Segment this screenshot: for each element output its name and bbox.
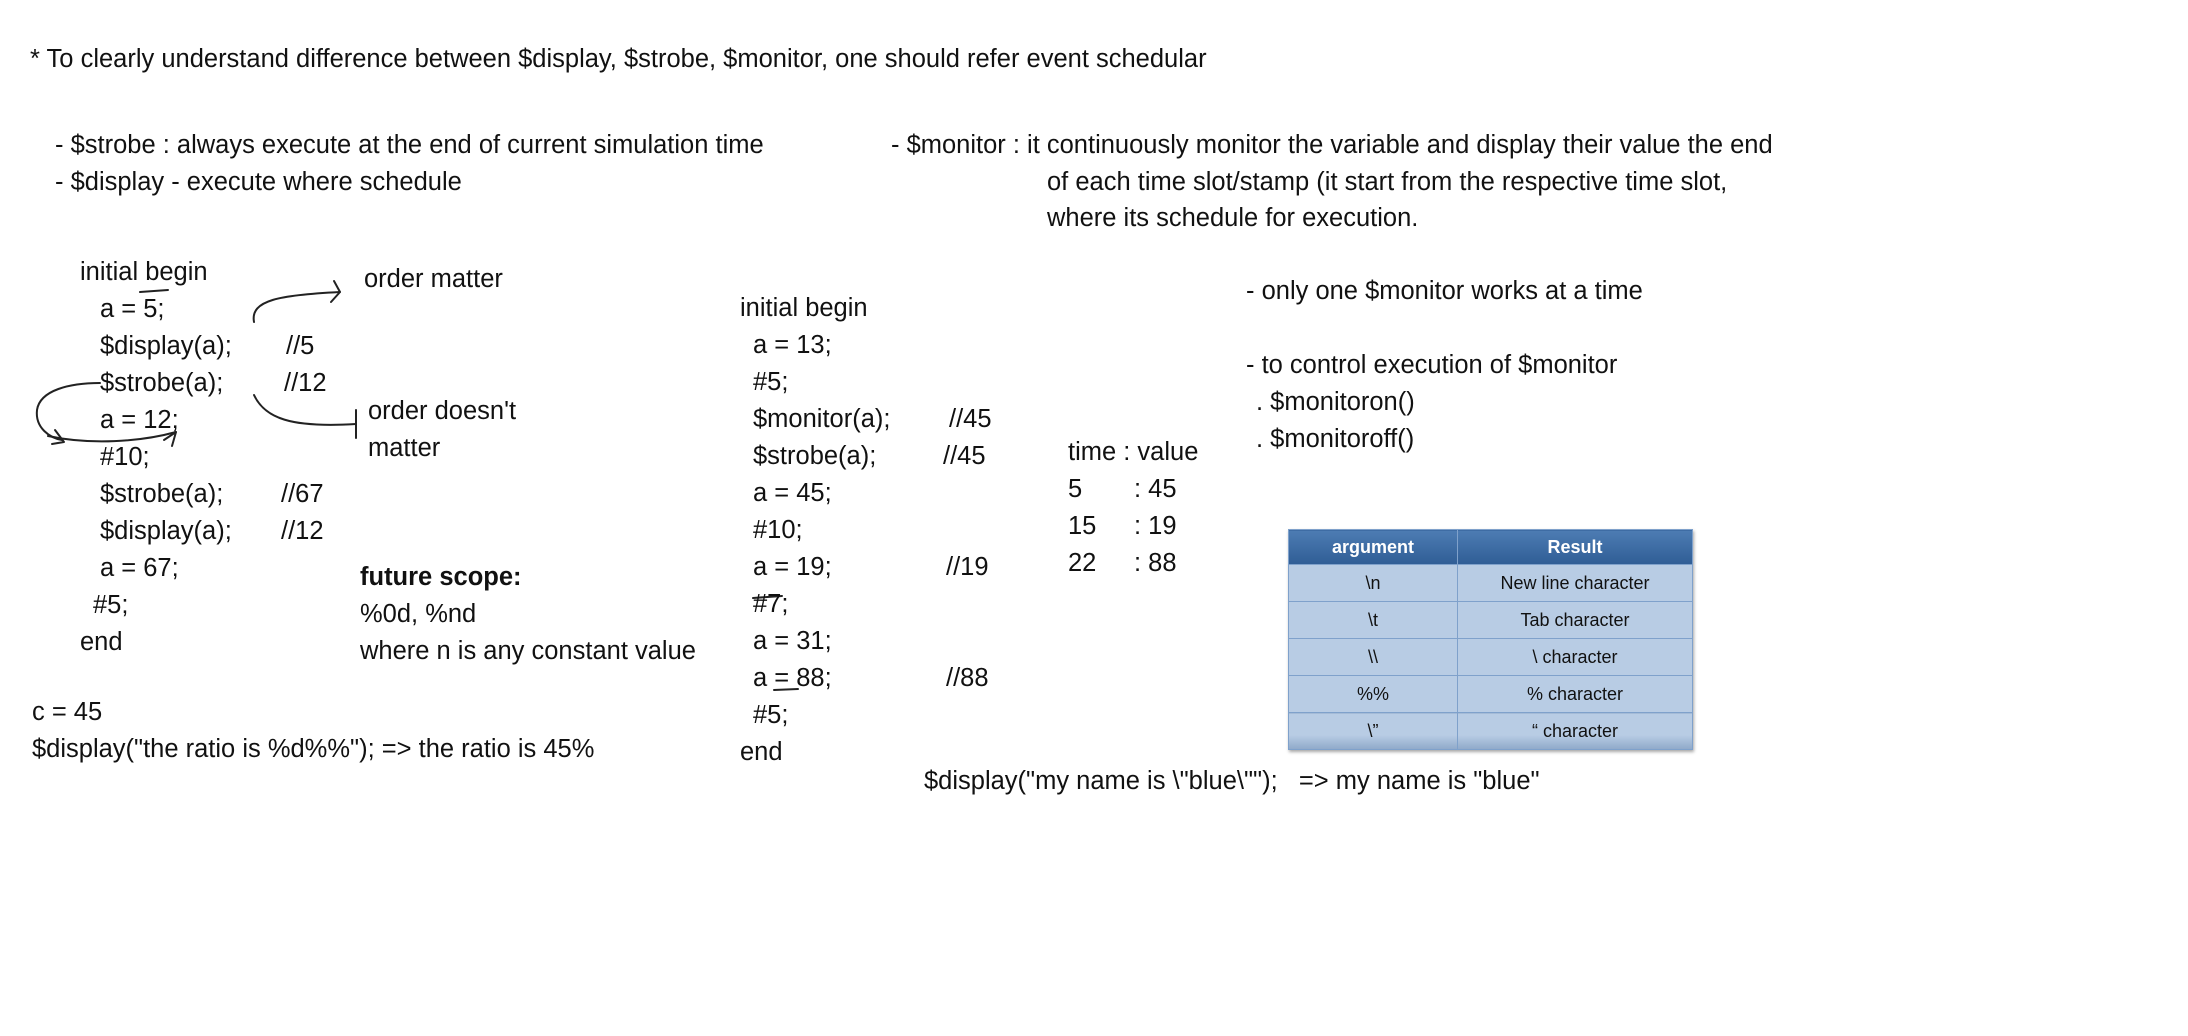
- table-cell-result: \ character: [1458, 639, 1693, 676]
- code-comment: //45: [943, 442, 986, 470]
- code-line: end: [740, 738, 783, 766]
- code-line: a = 13;: [753, 331, 832, 359]
- code-comment: //45: [949, 405, 992, 433]
- code-line: $strobe(a);: [100, 369, 224, 397]
- time-value-value: : 19: [1134, 512, 1177, 540]
- code-line: end: [80, 628, 123, 656]
- table-header-row: [1289, 530, 1693, 565]
- code-line: #10;: [753, 516, 803, 544]
- time-value-value: : 88: [1134, 549, 1177, 577]
- order-matter-note: order matter: [364, 265, 503, 293]
- swap-loop-arrow: [37, 383, 100, 440]
- code-line: $strobe(a);: [753, 442, 877, 470]
- monitoroff-note: . $monitoroff(): [1256, 425, 1415, 453]
- table-row: [1289, 565, 1693, 602]
- code-line: initial begin: [740, 294, 868, 322]
- monitor-note-line-2: of each time slot/stamp (it start from the respective time slot,: [1047, 168, 1728, 196]
- display-note: - $display - execute where schedule: [55, 168, 462, 196]
- code-line: a = 45;: [753, 479, 832, 507]
- time-value-header: time : value: [1068, 438, 1199, 466]
- order-doesnt-arrow: [254, 395, 356, 425]
- code-line: $monitor(a);: [753, 405, 891, 433]
- code-line: a = 12;: [100, 406, 179, 434]
- code-line: initial begin: [80, 258, 208, 286]
- table-cell-argument: %%: [1289, 676, 1458, 713]
- table-cell-result: New line character: [1458, 565, 1693, 602]
- name-escape-example: $display("my name is \"blue\""); => my name is "blue": [924, 767, 1540, 795]
- time-value-time: 22: [1068, 549, 1097, 577]
- code-line: #10;: [100, 443, 150, 471]
- code-line: a = 31;: [753, 627, 832, 655]
- code-comment: //12: [281, 517, 324, 545]
- ratio-assign: c = 45: [32, 698, 103, 726]
- code-comment: //19: [946, 553, 989, 581]
- time-value-time: 15: [1068, 512, 1097, 540]
- swap-underline: [48, 432, 176, 441]
- monitor-note-line-1: - $monitor : it continuously monitor the variable and display their value the end: [891, 131, 1773, 159]
- order-matter-arrow: [254, 292, 340, 322]
- overline-mark: [140, 290, 168, 292]
- code-line: #5;: [753, 368, 789, 396]
- code-line: #5;: [93, 591, 129, 619]
- time-value-value: : 45: [1134, 475, 1177, 503]
- table-cell-argument: \”: [1289, 713, 1458, 750]
- time-value-time: 5: [1068, 475, 1083, 503]
- monitoron-note: . $monitoron(): [1256, 388, 1415, 416]
- code-comment: //12: [284, 369, 327, 397]
- code-comment: //88: [946, 664, 989, 692]
- column-header-result: Result: [1458, 530, 1693, 565]
- page-heading: * To clearly understand difference between $display, $strobe, $monitor, one should refer event schedular: [30, 45, 1207, 73]
- code-line: $strobe(a);: [100, 480, 224, 508]
- strobe-note: - $strobe : always execute at the end of current simulation time: [55, 131, 764, 159]
- monitor-control-note: - to control execution of $monitor: [1246, 351, 1618, 379]
- future-scope-line-2: where n is any constant value: [360, 637, 696, 665]
- table-row: [1289, 713, 1693, 750]
- order-doesnt-note-line-1: order doesn't: [368, 397, 517, 425]
- column-header-argument: argument: [1289, 530, 1458, 565]
- code-line: a = 19;: [753, 553, 832, 581]
- table-cell-result: Tab character: [1458, 602, 1693, 639]
- table-row: [1289, 676, 1693, 713]
- code-line: a = 67;: [100, 554, 179, 582]
- escape-sequence-table: [1288, 529, 1693, 750]
- code-comment: //67: [281, 480, 324, 508]
- table-cell-argument: \t: [1289, 602, 1458, 639]
- code-line: $display(a);: [100, 332, 232, 360]
- table-row: [1289, 602, 1693, 639]
- table-cell-argument: \n: [1289, 565, 1458, 602]
- future-scope-line-1: %0d, %nd: [360, 600, 477, 628]
- code-line: #7;: [753, 590, 789, 618]
- monitor-only-one-note: - only one $monitor works at a time: [1246, 277, 1643, 305]
- ratio-display: $display("the ratio is %d%%"); => the ratio is 45%: [32, 735, 595, 763]
- order-doesnt-note-line-2: matter: [368, 434, 441, 462]
- code-line: a = 5;: [100, 295, 165, 323]
- code-line: a = 88;: [753, 664, 832, 692]
- future-scope-title: future scope:: [360, 563, 522, 591]
- code-comment: //5: [286, 332, 315, 360]
- table-row: [1289, 639, 1693, 676]
- table-cell-result: “ character: [1458, 713, 1693, 750]
- monitor-note-line-3: where its schedule for execution.: [1047, 204, 1419, 232]
- table-cell-argument: \\: [1289, 639, 1458, 676]
- table-cell-result: % character: [1458, 676, 1693, 713]
- code-line: #5;: [753, 701, 789, 729]
- code-line: $display(a);: [100, 517, 232, 545]
